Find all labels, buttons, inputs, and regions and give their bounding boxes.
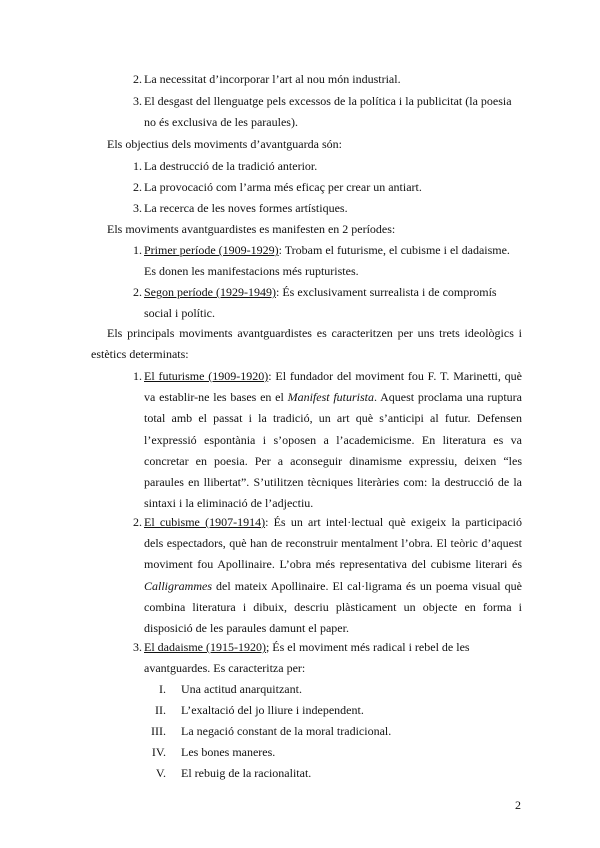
period-title: Primer període (1909-1929) — [144, 243, 279, 257]
list-item — [140, 679, 520, 700]
list-number: 2. — [133, 515, 142, 529]
movement-italic: Calligrammes — [144, 578, 213, 593]
list-item — [122, 156, 522, 177]
list-number: V. — [155, 766, 166, 780]
movement-text: : És un art intel·lectual què exigeix la participació dels espectadors, què han de reconstruir mentalment l’obra. El teòric d’aquest moviment fou Apollinaire. L’obra més representativa del cubisme literari és — [144, 515, 522, 572]
list-number: 3. — [133, 94, 142, 108]
paragraph-objectius-intro: Els objectius dels moviments d’avantguarda són: — [107, 137, 342, 151]
list-text: La recerca de les noves formes artístiques. — [144, 201, 348, 215]
movement-title: El cubisme (1907-1914) — [144, 515, 266, 529]
list-text — [144, 366, 522, 514]
movement-text: . Aquest proclama una ruptura total amb el passat i la tradició, un art què s’anticipi al futur. Defensen l’expressió espontània i s’oposen a l’academicisme. En literatura es va concretar en poesia. Per a aconseguir dinamisme expressiu, deixen “les paraules en llibertat”. S’utilitzen tècniques literàries com: la destrucció de la sintaxi i la eliminació de l’adjectiu. — [144, 390, 522, 511]
movement-title: El futurisme (1909-1920) — [144, 369, 269, 383]
movement-text: del mateix Apollinaire. El cal·ligrama és un poema visual què combina literatura i dibuix, descriu plàsticament un objecte en forma i disposició de les paraules damunt el paper. — [144, 578, 522, 636]
list-text — [144, 282, 522, 324]
list-number: I. — [159, 682, 166, 696]
list-item — [140, 763, 520, 784]
movement-text: ; És el moviment més radical i rebel de les avantguardes. Es caracteritza per: — [144, 640, 470, 676]
list-item — [122, 637, 522, 679]
movement-title: El dadaisme (1915-1920) — [144, 640, 266, 654]
list-item — [122, 69, 522, 90]
page-number: 2 — [515, 798, 521, 812]
list-text: La destrucció de la tradició anterior. — [144, 159, 318, 173]
list-number: 1. — [133, 369, 142, 383]
list-text: L’exaltació del jo lliure i independent. — [181, 703, 364, 717]
list-item — [122, 512, 522, 639]
list-text: La negació constant de la moral tradicional. — [181, 724, 392, 738]
list-item — [140, 700, 520, 721]
movement-italic: Manifest futurista — [287, 390, 375, 405]
list-text: La necessitat d’incorporar l’art al nou món industrial. — [144, 72, 401, 86]
list-number: 1. — [133, 243, 142, 257]
list-number: IV. — [151, 745, 166, 759]
paragraph-periodes-intro: Els moviments avantguardistes es manifesten en 2 períodes: — [107, 222, 396, 236]
list-item — [122, 240, 522, 282]
list-text: Les bones maneres. — [181, 745, 276, 759]
list-text: El rebuig de la racionalitat. — [181, 766, 312, 780]
movement-text: : El fundador del moviment fou F. T. Marinetti, què va establir-ne les bases en el — [144, 369, 522, 405]
list-text — [144, 637, 522, 679]
list-item — [122, 91, 522, 133]
list-item — [122, 366, 522, 514]
list-text — [144, 240, 522, 282]
list-number: II. — [155, 703, 166, 717]
list-number: 3. — [133, 201, 142, 215]
list-item — [122, 282, 522, 324]
paragraph-trets-intro: Els principals moviments avantguardistes es caracteritzen per uns trets ideològics i estètics determinats: — [91, 326, 522, 362]
list-text — [144, 512, 522, 639]
list-number: 2. — [133, 285, 142, 299]
list-text: El desgast del llenguatge pels excessos de la política i la publicitat (la poesia no és exclusiva de les paraules). — [144, 94, 512, 130]
period-text: : Trobam el futurisme, el cubisme i el dadaisme. Es donen les manifestacions més rupturistes. — [144, 243, 510, 279]
list-item — [140, 721, 520, 742]
list-text: Una actitud anarquitzant. — [181, 682, 302, 696]
list-number: III. — [151, 724, 166, 738]
list-item — [122, 177, 522, 198]
list-number: 3. — [133, 640, 142, 654]
period-text: : És exclusivament surrealista i de compromís social i polític. — [144, 285, 497, 321]
period-title: Segon període (1929-1949) — [144, 285, 276, 299]
list-number: 1. — [133, 159, 142, 173]
list-text: La provocació com l’arma més eficaç per crear un antiart. — [144, 180, 422, 194]
list-number: 2. — [133, 72, 142, 86]
list-item — [140, 742, 520, 763]
list-item — [122, 198, 522, 219]
list-number: 2. — [133, 180, 142, 194]
